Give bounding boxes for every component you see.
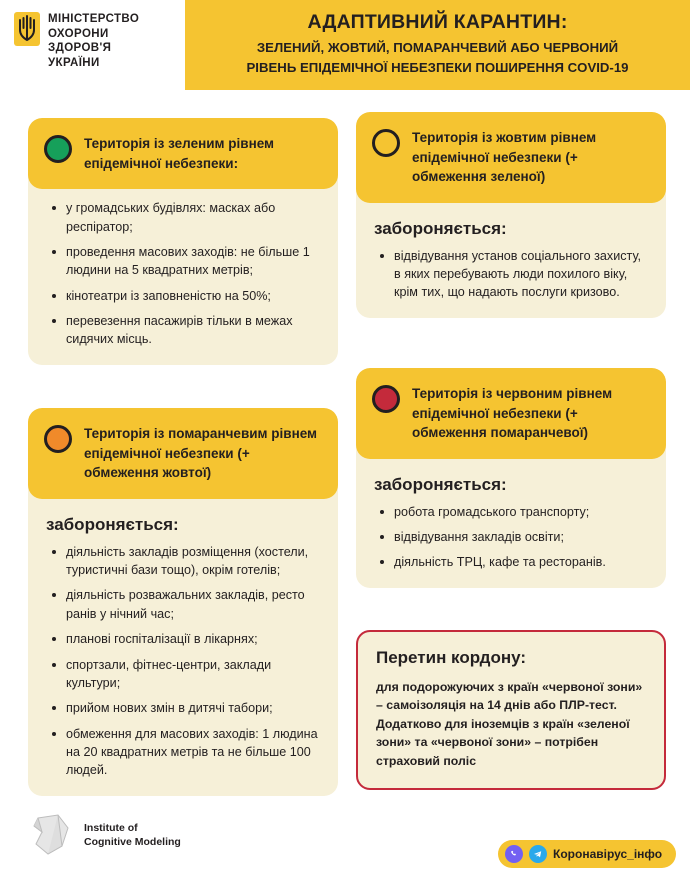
social-channel-label: Коронавірус_інфо [553, 847, 663, 861]
page-subtitle-line-1: ЗЕЛЕНИЙ, ЖОВТИЙ, ПОМАРАНЧЕВИЙ АБО ЧЕРВОНИЙ [256, 40, 619, 55]
card-yellow-body [356, 203, 666, 318]
green-level-dot-icon [44, 135, 72, 163]
card-border-crossing [356, 630, 666, 790]
list-item: робота громадського транспорту; [392, 503, 648, 521]
card-orange-list [46, 543, 320, 780]
list-item: відвідування закладів освіти; [392, 528, 648, 546]
card-green-body [28, 189, 338, 365]
card-red-list [374, 503, 648, 572]
list-item: прийом нових змін в дитячі табори; [64, 699, 320, 717]
page-subtitle-line-2: РІВЕНЬ ЕПІДЕМІЧНОЇ НЕБЕЗПЕКИ ПОШИРЕННЯ COVID-19 [246, 60, 629, 76]
footer-logo-line-1: Institute of [84, 821, 138, 834]
card-yellow-ban-label: забороняється: [374, 218, 507, 238]
ministry-logo [14, 12, 184, 70]
list-item: обмеження для масових заходів: 1 людина на 20 квадратних метрів та не більше 100 людей. [64, 725, 320, 780]
card-green-level [28, 118, 338, 365]
border-crossing-title: Перетин кордону: [376, 648, 527, 667]
list-item: у громадських будівлях: масках або респіратор; [64, 199, 320, 236]
border-crossing-text: для подорожуючих з країн «червоної зони» – самоізоляція на 14 днів або ПЛР-тест. Додатково для іноземців з країн «зеленої зони» та «червоної зони» – потрібен страховий поліс [376, 680, 643, 768]
card-orange-title: Територія із помаранчевим рівнем епідемічної небезпеки (+ обмеження жовтої) [84, 426, 318, 481]
card-red-title: Територія із червоним рівнем епідемічної небезпеки (+ обмеження помаранчевої) [412, 386, 613, 441]
list-item: діяльність розважальних закладів, ресто ранів у нічний час; [64, 586, 320, 623]
footer-institute-name [84, 821, 181, 849]
card-yellow-list [374, 247, 648, 302]
page-title: АДАПТИВНИЙ КАРАНТИН: [307, 11, 568, 33]
card-yellow-level [356, 112, 666, 318]
ministry-line-4: УКРАЇНИ [48, 56, 100, 69]
footer-institute-logo [28, 812, 181, 858]
list-item: відвідування установ соціального захисту, в яких перебувають люди похилого віку, крім тих, що надають послуги кризово. [392, 247, 648, 302]
list-item: перевезення пасажирів тільки в межах сидячих місць. [64, 312, 320, 349]
list-item: діяльність закладів розміщення (хостели, туристичні бази тощо), окрім готелів; [64, 543, 320, 580]
footer-logo-line-2: Cognitive Modeling [84, 836, 181, 848]
card-red-body [356, 459, 666, 588]
card-green-header [28, 118, 338, 189]
orange-level-dot-icon [44, 425, 72, 453]
page-subtitle [195, 38, 680, 79]
card-red-level [356, 368, 666, 588]
list-item: кінотеатри із заповненістю на 50%; [64, 287, 320, 305]
telegram-icon[interactable] [529, 845, 547, 863]
card-orange-header [28, 408, 338, 499]
card-green-title: Територія із зеленим рівнем епідемічної небезпеки: [84, 136, 275, 171]
card-orange-ban-label: забороняється: [46, 514, 179, 534]
list-item: планові госпіталізації в лікарнях; [64, 630, 320, 648]
ministry-name [48, 12, 139, 70]
card-yellow-title: Територія із жовтим рівнем епідемічної небезпеки (+ обмеження зеленої) [412, 130, 597, 185]
header [0, 0, 690, 90]
list-item: спортзали, фітнес-центри, заклади культури; [64, 656, 320, 693]
red-level-dot-icon [372, 385, 400, 413]
yellow-level-dot-icon [372, 129, 400, 157]
list-item: проведення масових заходів: не більше 1 людини на 5 квадратних метрів; [64, 243, 320, 280]
crumpled-paper-logo-icon [28, 812, 74, 858]
card-green-list [46, 199, 320, 349]
trident-emblem-icon [14, 12, 40, 46]
card-red-header [356, 368, 666, 459]
card-orange-level [28, 408, 338, 796]
ministry-line-2: ОХОРОНИ [48, 27, 109, 40]
social-channel-badge[interactable] [498, 840, 676, 868]
card-red-ban-label: забороняється: [374, 474, 507, 494]
viber-icon[interactable] [505, 845, 523, 863]
card-yellow-header [356, 112, 666, 203]
card-orange-body [28, 499, 338, 796]
ministry-line-1: МІНІСТЕРСТВО [48, 13, 140, 25]
ministry-line-3: ЗДОРОВ'Я [48, 42, 112, 55]
list-item: діяльність ТРЦ, кафе та ресторанів. [392, 553, 648, 571]
